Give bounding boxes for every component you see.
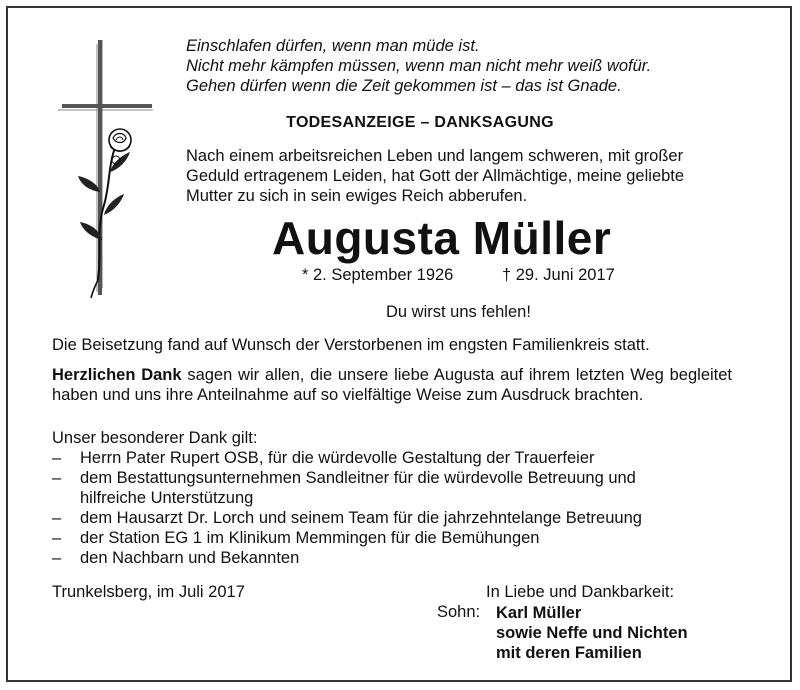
list-item	[52, 528, 642, 548]
death-date: † 29. Juni 2017	[502, 266, 615, 284]
birth-date: * 2. September 1926	[302, 266, 454, 284]
intro-line: Geduld ertragenem Leiden, hat Gott der Allmächtige, meine geliebte	[186, 167, 685, 185]
list-dash: –	[52, 529, 62, 547]
list-dash: –	[52, 549, 62, 567]
list-item-text: hilfreiche Unterstützung	[80, 489, 254, 507]
thanks-list	[52, 448, 642, 568]
signer-line: mit deren Familien	[496, 644, 642, 662]
list-item	[52, 448, 642, 468]
special-thanks-title: Unser besonderer Dank gilt:	[52, 429, 258, 447]
list-item-text: dem Hausarzt Dr. Lorch und seinem Team für die jahrzehntelange Betreuung	[80, 509, 642, 527]
list-item-continuation	[52, 488, 642, 508]
thanks-bold: Herzlichen Dank	[52, 366, 182, 384]
heading: TODESANZEIGE – DANKSAGUNG	[286, 114, 554, 131]
list-item	[52, 508, 642, 528]
poem-line: Nicht mehr kämpfen müssen, wenn man nicht mehr weiß wofür.	[186, 57, 652, 75]
funeral-note: Die Beisetzung fand auf Wunsch der Verstorbenen im engsten Familienkreis statt.	[52, 336, 650, 354]
thanks-text: sagen wir allen, die unsere liebe Augusta auf ihrem letzten Weg begleitet haben und uns ihre Anteilnahme auf so vielfältige Weise zum Ausdruck brachten.	[52, 366, 733, 404]
intro-text	[186, 146, 684, 206]
cross-with-rose-icon	[58, 40, 158, 300]
list-item-text: dem Bestattungsunternehmen Sandleitner für die würdevolle Betreuung und	[80, 469, 636, 487]
list-item-text: Herrn Pater Rupert OSB, für die würdevolle Gestaltung der Trauerfeier	[80, 449, 595, 467]
list-item	[52, 468, 642, 488]
signer-line: sowie Neffe und Nichten	[496, 624, 688, 642]
deceased-name: Augusta Müller	[272, 212, 612, 264]
intro-line: Nach einem arbeitsreichen Leben und langem schweren, mit großer	[186, 147, 684, 165]
farewell-line: Du wirst uns fehlen!	[386, 303, 531, 321]
closing-phrase: In Liebe und Dankbarkeit:	[486, 583, 675, 601]
son-label: Sohn:	[437, 603, 481, 621]
poem-line: Gehen dürfen wenn die Zeit gekommen ist – das ist Gnade.	[186, 77, 622, 95]
poem-line: Einschlafen dürfen, wenn man müde ist.	[186, 37, 480, 55]
list-item	[52, 548, 642, 568]
list-dash: –	[52, 469, 62, 487]
list-dash: –	[52, 449, 62, 467]
list-item-text: den Nachbarn und Bekannten	[80, 549, 300, 567]
place-date: Trunkelsberg, im Juli 2017	[52, 583, 245, 601]
intro-line: Mutter zu sich in sein ewiges Reich abberufen.	[186, 187, 528, 205]
poem	[186, 36, 651, 96]
list-dash: –	[52, 509, 62, 527]
list-item-text: der Station EG 1 im Klinikum Memmingen für die Bemühungen	[80, 529, 540, 547]
thanks-paragraph	[52, 365, 732, 405]
signer-line: Karl Müller	[496, 604, 582, 622]
signers	[496, 603, 688, 663]
